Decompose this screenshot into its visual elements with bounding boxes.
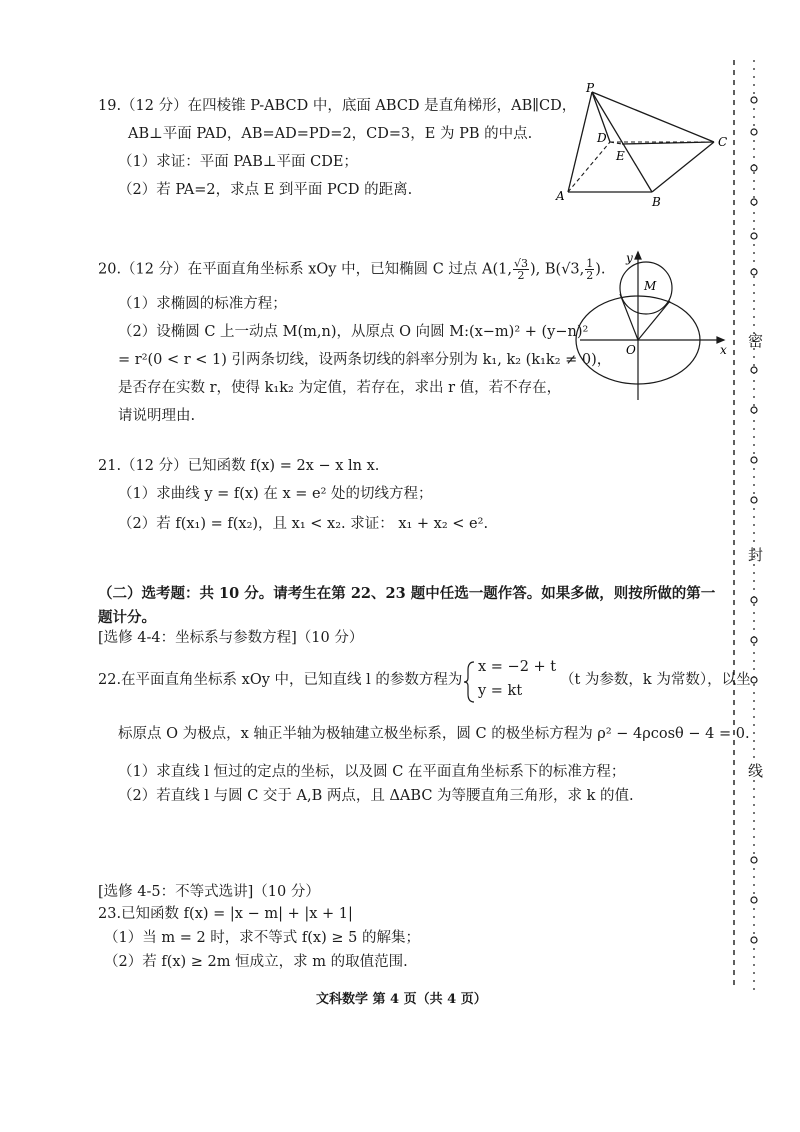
section2-line2: 题计分。 — [98, 609, 156, 626]
q22-eq1: x = −2 + t — [478, 659, 557, 675]
fig-label-c: C — [718, 135, 728, 149]
q21-part1: （1）求曲线 y = f(x) 在 x = e² 处的切线方程； — [118, 486, 433, 502]
ellipse-figure — [574, 244, 734, 404]
page-footer: 文科数学 第 4 页（共 4 页） — [316, 992, 487, 1007]
q20-part1: （1）求椭圆的标准方程； — [118, 296, 287, 312]
q20-part2-line4: 请说明理由. — [118, 408, 196, 424]
q19-part1: （1）求证：平面 PAB⊥平面 CDE； — [118, 154, 358, 170]
side-mark-xian: 线 — [748, 762, 764, 780]
q20-frac-a — [513, 258, 529, 281]
q22-part2: （2）若直线 l 与圆 C 交于 A,B 两点，且 ΔABC 为等腰直角三角形，求 k 的值. — [118, 788, 634, 804]
q20-part2-line2: = r²(0 < r < 1) 引两条切线，设两条切线的斜率分别为 k₁, k₂ (k₁k₂ ≠ 0)， — [118, 352, 612, 368]
q22-head: 22.在平面直角坐标系 xOy 中，已知直线 l 的参数方程为 — [98, 672, 463, 688]
q23-part2: （2）若 f(x) ≥ 2m 恒成立，求 m 的取值范围. — [104, 954, 408, 970]
q22-eq2: y = kt — [478, 683, 523, 699]
fig-label-a: A — [556, 189, 565, 203]
q22-after: （t 为参数，k 为常数），以坐 — [560, 672, 751, 688]
fig-label-m: M — [644, 279, 657, 293]
fig-label-p: P — [586, 81, 595, 95]
q20-frac-a-den: 2 — [517, 269, 525, 282]
binding-line — [724, 60, 784, 1000]
fig-label-e: E — [616, 149, 625, 163]
fig-label-x: x — [720, 343, 727, 357]
q20-frac-a-num: √3 — [513, 257, 528, 270]
q22-part1: （1）求直线 l 恒过的定点的坐标，以及圆 C 在平面直角坐标系下的标准方程； — [118, 764, 626, 780]
q20-frac-b-den: 2 — [586, 269, 594, 282]
q20-part2-line1: （2）设椭圆 C 上一动点 M(m,n)，从原点 O 向圆 M:(x−m)² + (y−n)² — [118, 324, 589, 340]
q20-mid: ), B(√3, — [530, 261, 585, 278]
q19-head: 19.（12 分）在四棱锥 P-ABCD 中，底面 ABCD 是直角梯形，AB∥CD， — [98, 98, 577, 114]
section2-line1: （二）选考题：共 10 分。请考生在第 22、23 题中任选一题作答。如果多做，则按所做的第一 — [98, 585, 716, 602]
q23-part1: （1）当 m = 2 时，求不等式 f(x) ≥ 5 的解集； — [104, 930, 420, 946]
q20-head — [98, 258, 606, 281]
q23-tag: [选修 4-5：不等式选讲]（10 分） — [98, 884, 320, 900]
q21-part2: （2）若 f(x₁) = f(x₂)，且 x₁ < x₂. 求证： x₁ + x₂ < e². — [118, 516, 489, 532]
q20-part2-line3: 是否存在实数 r，使得 k₁k₂ 为定值，若存在，求出 r 值，若不存在， — [118, 380, 562, 396]
q19-line2: AB⊥平面 PAD，AB=AD=PD=2，CD=3，E 为 PB 的中点. — [128, 126, 533, 142]
q21-head: 21.（12 分）已知函数 f(x) = 2x − x ln x. — [98, 458, 380, 474]
side-mark-mi: 密 — [748, 332, 764, 350]
q20-head-text: 20.（12 分）在平面直角坐标系 xOy 中，已知椭圆 C 过点 A(1, — [98, 261, 512, 278]
q20-frac-b-num: 1 — [586, 257, 594, 270]
fig-label-o: O — [626, 343, 636, 357]
q22-brace — [462, 660, 476, 704]
pyramid-figure — [548, 80, 738, 210]
fig-label-y: y — [626, 251, 633, 265]
q19-part2: （2）若 PA=2，求点 E 到平面 PCD 的距离. — [118, 182, 413, 198]
fig-label-d: D — [597, 131, 607, 145]
q22-line2: 标原点 O 为极点，x 轴正半轴为极轴建立极坐标系，圆 C 的极坐标方程为 ρ² − 4ρcosθ − 4 = 0. — [118, 726, 750, 742]
q23-head: 23.已知函数 f(x) = |x − m| + |x + 1| — [98, 906, 353, 922]
side-mark-feng: 封 — [748, 546, 764, 564]
fig-label-b: B — [652, 195, 661, 209]
q20-tail: ). — [595, 261, 606, 278]
q22-tag: [选修 4-4：坐标系与参数方程]（10 分） — [98, 630, 364, 646]
